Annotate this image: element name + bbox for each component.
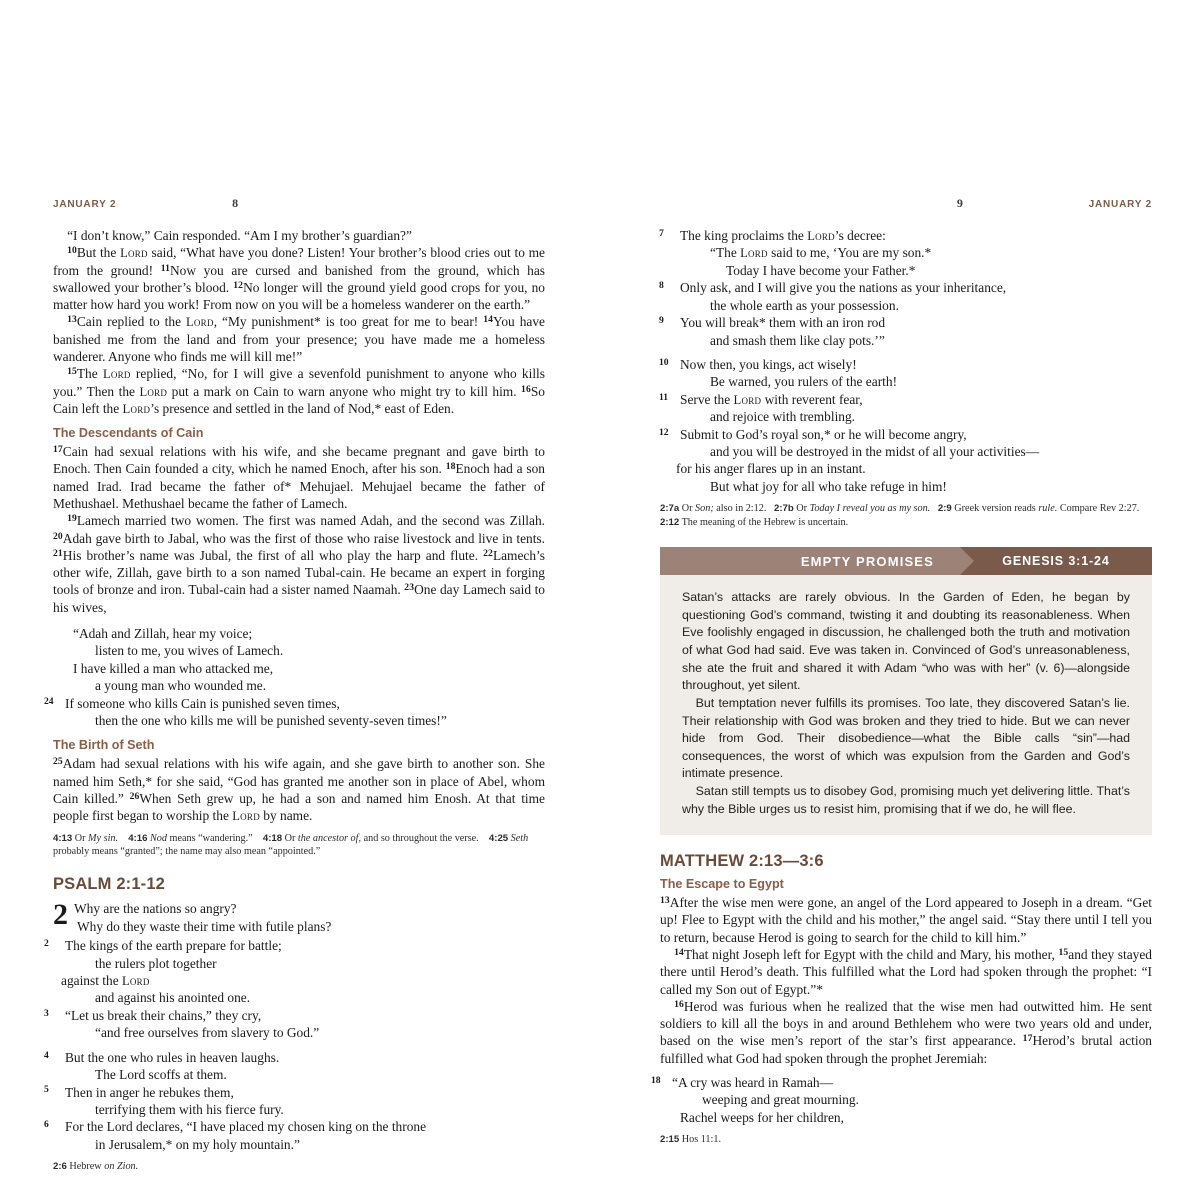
right-page-column — [651, 196, 1153, 1147]
left-page-column — [44, 196, 546, 1174]
psalm-line-25: and rejoice with trembling. — [710, 409, 856, 425]
psalm-line-17: Today I have become your Father.* — [726, 262, 916, 278]
lamech-line-3: I have killed a man who attacked me, — [73, 660, 274, 676]
descendants-paragraph-1: $^{17}$Cain had sexual relations with his wife, and she became pregnant and gave birth to Enoch. Then Cain founded a city, which he named Enoch, after his son. $^{18}$Enoch had a son named Irad. Irad became the father of* Mehujael. Mehujael became the father of Methushael. Methushael became the father of Lamech. — [53, 444, 545, 511]
psalm-line-29: But what joy for all who take refuge in him! — [710, 478, 947, 494]
descendants-paragraph-2: $^{19}$Lamech married two women. The first was named Adah, and the second was Zillah. $^{20}$Adah gave birth to Jabal, who was the first of those who raise livestock and live in tents. $^{21}$His brother’s name was Jubal, the first of all who play the harp and flute. $^{22}$Lamech’s other wife, Zillah, gave birth to a son named Tubal-cain. He became an expert in forging tools of bronze and iron. Tubal-cain had a sister named Naamah. $^{23}$One day Lamech said to his wives, — [53, 513, 546, 615]
devotional-box — [660, 547, 1152, 835]
psalm-line-21: and smash them like clay pots.’” — [710, 332, 885, 348]
psalm-line-22: 10 Now then, you kings, act wisely! — [659, 356, 857, 372]
right-running-head-date: JANUARY 2 — [1088, 199, 1152, 210]
lamech-line-1: “Adah and Zillah, hear my voice; — [73, 625, 253, 641]
jeremiah-line-2: weeping and great mourning. — [702, 1092, 859, 1108]
right-page-folio: 9 — [956, 196, 963, 210]
psalm-line-28: for his anger flares up in an instant. — [676, 461, 866, 477]
psalm-line-16: “The Lord said to me, ‘You are my son.* — [710, 245, 932, 261]
devotional-paragraph-3: Satan still tempts us to disobey God, promising much yet delivering little. That’s why the Bible urges us to resist him, promising that if we do, he will flee. — [682, 783, 1130, 816]
right-running-head — [660, 196, 1152, 211]
psalm-line-14: in Jerusalem,* on my holy mountain.” — [95, 1136, 300, 1152]
genesis-paragraph-4: $^{15}$The Lord replied, “No, for I will give a sevenfold punishment to anyone who kills you.” Then the Lord put a mark on Cain to warn anyone who might try to kill him. $^{16}$So Cain left the Lord’s presence and settled in the land of Nod,* east of Eden. — [53, 366, 545, 416]
psalm-line-1: Why are the nations so angry? — [74, 901, 237, 917]
jeremiah-quote — [651, 1074, 1152, 1126]
devotional-paragraph-2: But temptation never fulfills its promises. Too late, they discovered Satan’s lie. Their relationship with God was broken and they tried to hide. But we can never hide from God. Their disobedience—what the Bible calls “sin”—had consequences, the worst of which was expulsion from the Garden and God’s intimate presence. — [682, 695, 1130, 781]
psalm-line-4: the rulers plot together — [95, 955, 217, 971]
jeremiah-line-1: 18 “A cry was heard in Ramah— — [651, 1074, 834, 1090]
matthew-footnote: 2:15 Hos 11:1. — [660, 1134, 721, 1146]
matthew-paragraph-1: $^{13}$After the wise men were gone, an angel of the Lord appeared to Joseph in a dream. “Get up! Flee to Egypt with the child and his mother,” the angel said. “Stay there until I tell you to return, because Herod is going to search for the child to kill him.” — [660, 895, 1152, 945]
lamech-song — [44, 625, 545, 730]
psalm-footnotes-right: 2:7a Or Son; also in 2:12. 2:7b Or Today I reveal you as my son. 2:9 Greek version reads rule. Compare Rev 2:27. 2:12 The meaning of the Hebrew is uncertain. — [660, 503, 1140, 528]
left-page-folio: 8 — [232, 196, 239, 210]
psalm-line-12: terrifying them with his fierce fury. — [95, 1101, 284, 1117]
psalm-line-6: and against his anointed one. — [95, 990, 251, 1006]
psalm-drop-cap: 2 — [53, 898, 68, 932]
lamech-line-2: listen to me, you wives of Lamech. — [95, 643, 284, 659]
psalm-line-15: 7 The king proclaims the Lord’s decree: — [659, 227, 886, 243]
psalm-line-23: Be warned, you rulers of the earth! — [710, 374, 898, 390]
psalm-line-10: The Lord scoffs at them. — [95, 1067, 227, 1083]
jeremiah-line-3: Rachel weeps for her children, — [680, 1109, 844, 1125]
psalm-lines — [44, 937, 545, 1153]
lamech-line-4: a young man who wounded me. — [95, 678, 267, 694]
psalm-line-18: 8 Only ask, and I will give you the nations as your inheritance, — [659, 280, 1007, 296]
genesis-paragraph-2: $^{10}$But the Lord said, “What have you done? Listen! Your brother’s blood cries out to me from the ground! $^{11}$Now you are cursed and banished from the ground, which has swallowed your brother’s blood. $^{12}$No longer will the ground yield good crops for you, no matter how hard you work! From now on you will be a homeless wanderer on the earth.” — [53, 245, 546, 313]
psalm-opening — [53, 900, 545, 935]
genesis-paragraph-3: $^{13}$Cain replied to the Lord, “My punishment* is too great for me to bear! $^{14}$You have banished me from the land and from your presence; you have made me a homeless wanderer. Anyone who finds me will kill me!” — [53, 314, 545, 364]
devotional-banner — [660, 547, 1152, 575]
psalm-line-8: “and free ourselves from slavery to God.” — [95, 1025, 320, 1041]
psalm-line-9: 4 But the one who rules in heaven laughs. — [44, 1049, 280, 1065]
psalm-continued-lines — [659, 227, 1152, 495]
subhead-birth-of-seth: The Birth of Seth — [53, 738, 155, 753]
psalm-line-2: Why do they waste their time with futile plans? — [77, 918, 332, 934]
seth-paragraph: $^{25}$Adam had sexual relations with his wife again, and she gave birth to another son. She named him Seth,* for she said, “God has granted me another son in place of Abel, whom Cain killed.” $^{26}$When Seth grew up, he had a son and named him Enosh. At that time people first began to worship the Lord by name. — [53, 756, 545, 824]
matthew-paragraph-3: $^{16}$Herod was furious when he realized that the wise men had outwitted him. He sent soldiers to kill all the boys in and around Bethlehem who were two years old and under, based on the wise men’s report of the star’s first appearance. $^{17}$Herod’s brutal action fulfilled what God had spoken through the prophet Jeremiah: — [660, 998, 1153, 1066]
devotional-reference: GENESIS 3:1-24 — [960, 547, 1152, 575]
psalm-heading: PSALM 2:1-12 — [53, 875, 166, 894]
devotional-body — [660, 575, 1152, 835]
lamech-line-6: then the one who kills me will be punished seventy-seven times!” — [95, 713, 447, 729]
left-running-head-date: JANUARY 2 — [53, 199, 117, 210]
left-running-head — [53, 196, 545, 211]
devotional-title: EMPTY PROMISES — [660, 547, 960, 575]
psalm-line-5: against the Lord — [61, 972, 150, 988]
psalm-footnote: 2:6 Hebrew on Zion. — [53, 1161, 139, 1173]
matthew-paragraph-2: $^{14}$That night Joseph left for Egypt with the child and Mary, his mother, $^{15}$and they stayed there until Herod’s death. This fulfilled what the Lord had spoken through the prophet: “I called my Son out of Egypt.”* — [660, 947, 1153, 997]
psalm-line-11: 5 Then in anger he rebukes them, — [44, 1084, 234, 1100]
subhead-descendants-of-cain: The Descendants of Cain — [53, 426, 204, 441]
psalm-line-24: 11 Serve the Lord with reverent fear, — [659, 391, 863, 407]
genesis-footnotes: 4:13 Or My sin. 4:16 Nod means “wandering.” 4:18 Or the ancestor of, and so throughout the verse. 4:25 Seth probably means “granted”; the name may also mean “appointed.” — [53, 832, 529, 858]
psalm-line-13: 6 For the Lord declares, “I have placed my chosen king on the throne — [44, 1119, 427, 1135]
psalm-line-7: 3 “Let us break their chains,” they cry, — [44, 1007, 262, 1023]
lamech-line-5: 24 If someone who kills Cain is punished seven times, — [44, 695, 340, 711]
subhead-escape-to-egypt: The Escape to Egypt — [660, 877, 784, 892]
psalm-line-3: 2 The kings of the earth prepare for battle; — [44, 938, 282, 954]
genesis-paragraph-1: “I don’t know,” Cain responded. “Am I my brother’s guardian?” — [67, 228, 412, 243]
psalm-line-20: 9 You will break* them with an iron rod — [659, 315, 886, 331]
psalm-line-19: the whole earth as your possession. — [710, 297, 899, 313]
psalm-line-26: 12 Submit to God’s royal son,* or he will become angry, — [659, 426, 967, 442]
psalm-line-27: and you will be destroyed in the midst of all your activities— — [710, 444, 1040, 460]
devotional-paragraph-1: Satan’s attacks are rarely obvious. In the Garden of Eden, he began by questioning God’s command, twisting it and doubting its reasonableness. When Eve foolishly engaged in discussion, he challenged both the truth and motivation of what God had said. Eve was taken in. Convinced of God’s unreasonableness, she ate the fruit and shared it with Adam “who was with her” (v. 6)—alongside throughout, yet silent. — [682, 590, 1130, 693]
matthew-heading: MATTHEW 2:13—3:6 — [660, 852, 824, 871]
